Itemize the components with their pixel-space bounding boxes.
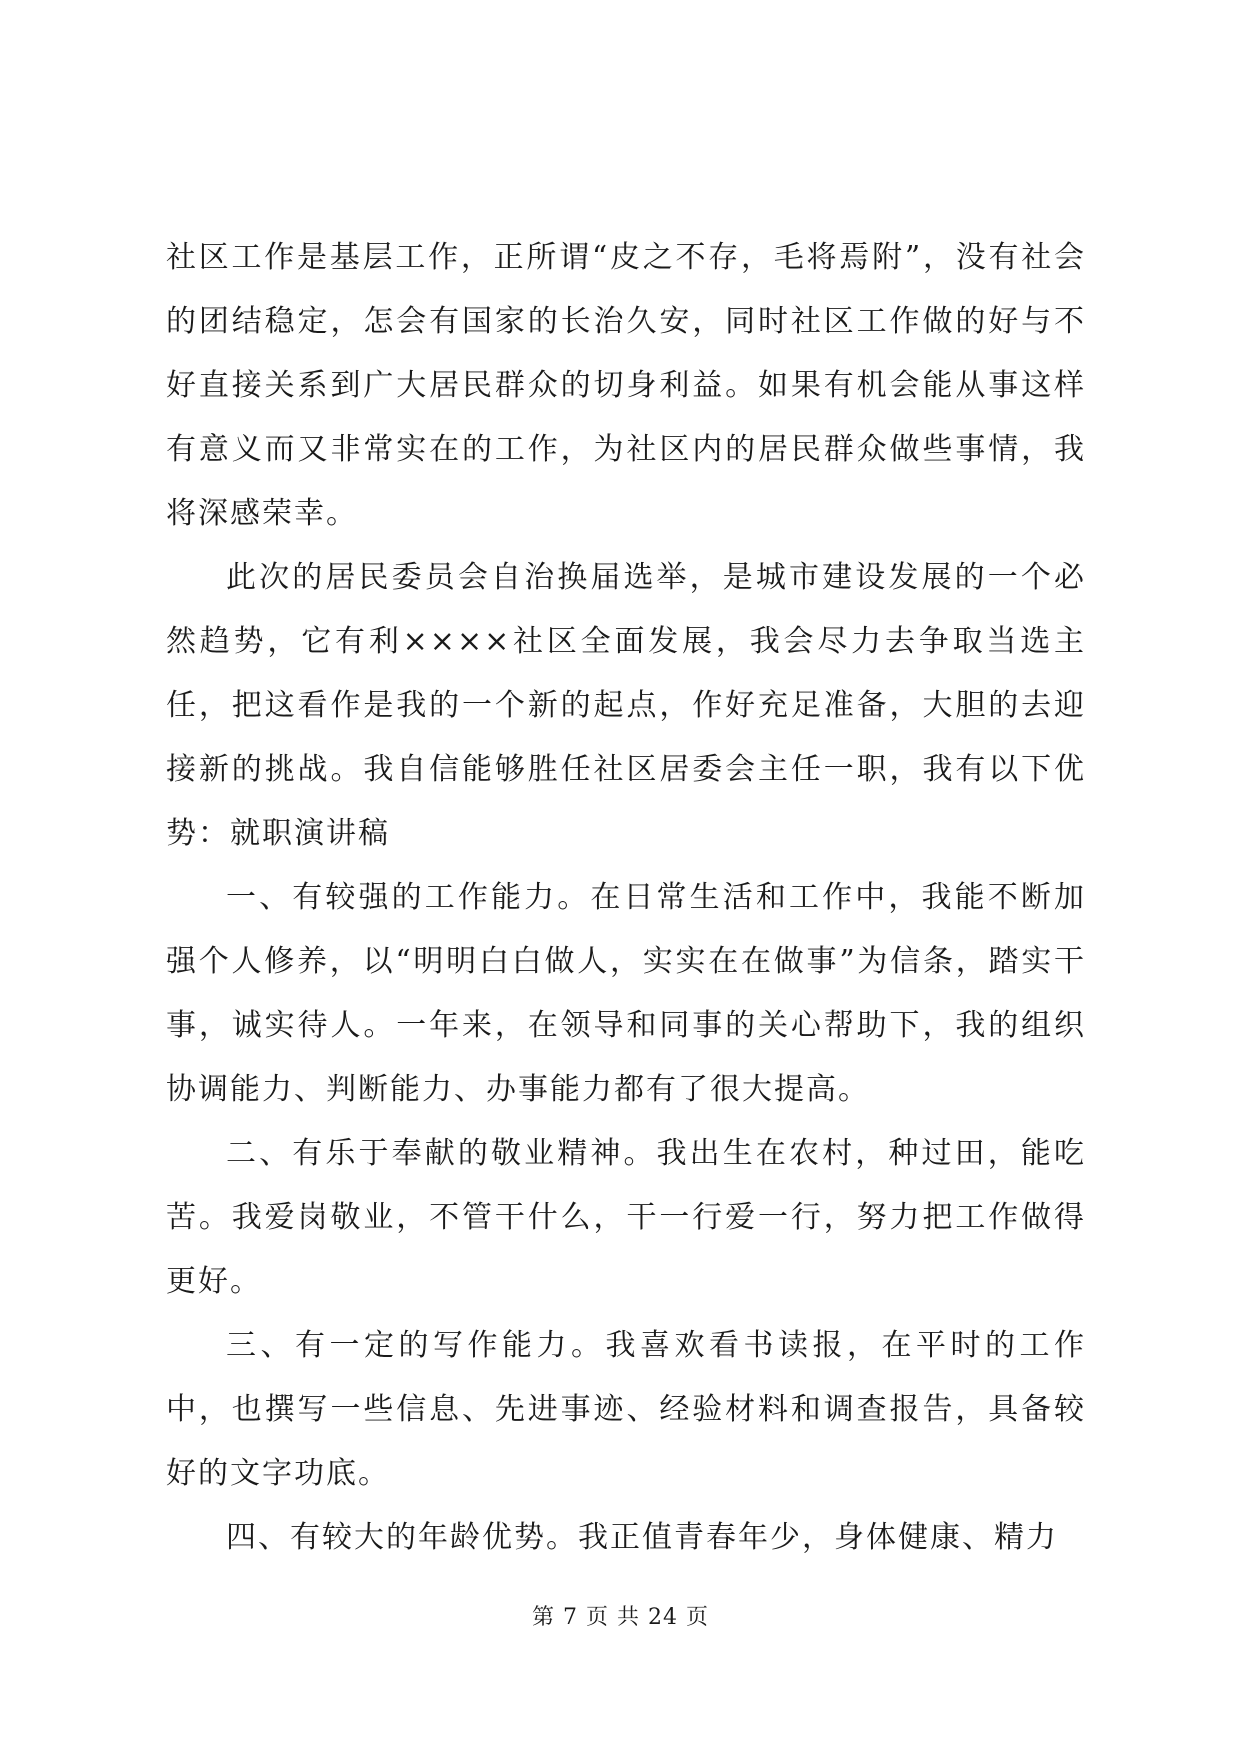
paragraph-6: 四、有较大的年龄优势。我正值青春年少，身体健康、精力 [226, 1520, 1058, 1555]
paragraph-4: 二、有乐于奉献的敬业精神。我出生在农村，种过田，能吃苦。我爱岗敬业，不管干什么，干一行爱一行，努力把工作做得更好。 [166, 1136, 1086, 1299]
paragraph-5: 三、有一定的写作能力。我喜欢看书读报，在平时的工作中，也撰写一些信息、先进事迹、经验材料和调查报告，具备较好的文字功底。 [166, 1328, 1086, 1491]
paragraph-2: 此次的居民委员会自治换届选举，是城市建设发展的一个必然趋势，它有利××××社区全面发展，我会尽力去争取当选主任，把这看作是我的一个新的起点，作好充足准备，大胆的去迎接新的挑战。我自信能够胜任社区居委会主任一职，我有以下优势：就职演讲稿 [166, 560, 1086, 851]
paragraph-1: 社区工作是基层工作，正所谓“皮之不存，毛将焉附”，没有社会的团结稳定，怎会有国家的长治久安，同时社区工作做的好与不好直接关系到广大居民群众的切身利益。如果有机会能从事这样有意义而又非常实在的工作，为社区内的居民群众做些事情，我将深感荣幸。 [166, 240, 1086, 531]
page-number-footer: 第 7 页 共 24 页 [532, 1605, 709, 1630]
document-body [166, 226, 1086, 1570]
paragraph-3: 一、有较强的工作能力。在日常生活和工作中，我能不断加强个人修养，以“明明白白做人，实实在在做事”为信条，踏实干事，诚实待人。一年来，在领导和同事的关心帮助下，我的组织协调能力、判断能力、办事能力都有了很大提高。 [166, 880, 1086, 1107]
